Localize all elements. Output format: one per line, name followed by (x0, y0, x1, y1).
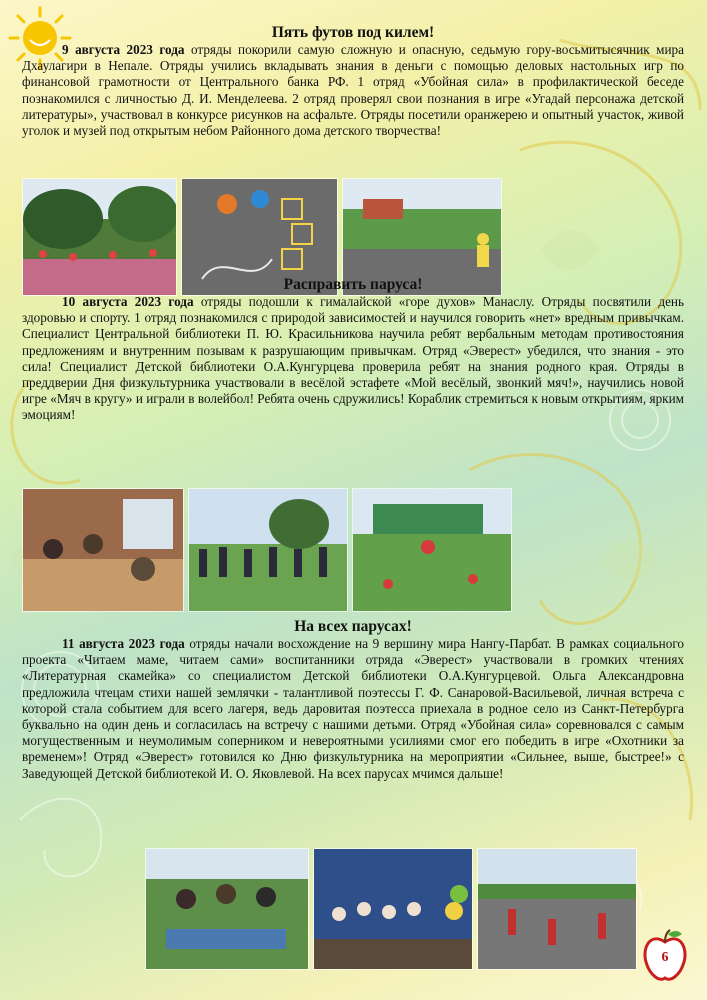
photo-ball-relay (352, 488, 512, 612)
section-date: 9 августа 2023 года (62, 42, 185, 57)
section-text (22, 636, 684, 782)
photo-group-stage (313, 848, 473, 970)
section-date: 10 августа 2023 года (62, 294, 194, 309)
section-2 (22, 276, 684, 424)
section-body: отряды покорили самую сложную и опасную, седьмую гору-восьмитысячник мира Дхаулагири в Непале. Отряды учились вкладывать знания в деньги с помощью деловых настольных игр по финансовой грамотности от Центрального банка РФ. 1 отряд «Убойная сила» в профилактической беседе познакомился с личностью Д. И. Менделеева. 2 отряд проверял свои познания в игре «Угадай персонажа детской литературы», участвовал в конкурсе рисунков на асфальте. Отряды посетили оранжерею и опытный участок, живой уголок и музей под открытым небом Районного дома детского творчества! (22, 42, 684, 139)
photo-row-2 (22, 488, 512, 612)
page-number: 6 (661, 950, 669, 965)
section-title: Пять футов под килем! (271, 24, 435, 41)
section-1 (22, 24, 684, 139)
page-number-badge (640, 924, 690, 984)
section-title: На всех парусах! (294, 618, 412, 635)
section-body: отряды начали восхождение на 9 вершину мира Нангу-Парбат. В рамках социального проекта «Читаем маме, читаем сами» воспитанники отряда «Эверест» участвовали в громких чтениях «Литературная скамейка» со специалистом Детской библиотеки О.А.Кунгурцевой. Ольга Александровна предложила чтецам стихи нашей землячки - талантливой поэтессы Г. Ф. Санаровой-Васильевой, личная встреча с которой стала событием для всего лагеря, ведь даровитая поэтесса приехала в родное село из Санкт-Петербурга буквально на один день и согласилась на встречу с нашими детьми. Отряд «Убойная сила» соревновался с самым могущественным и неумолимым соперником и невероятными усилиями смог его победить в игре «Охотники за временем»! Отряд «Эверест» готовился ко Дню физкультурника на мероприятии «Сильнее, выше, быстрее!» с Заведующей Детской библиотекой И. О. Яковлевой. На всех парусах мчимся дальше! (22, 636, 684, 781)
photo-outdoor-game (188, 488, 348, 612)
photo-reading-bench (145, 848, 309, 970)
section-body: отряды подошли к гималайской «горе духов» Манаслу. Отряды посвятили день здоровью и спорту. 1 отряд познакомился с природой зависимостей и научился говорить «нет» вредным привычкам. Специалист Центральной библиотеки П. Ю. Красильникова научила ребят вербальным методам противостояния предложениям и внутренним позывам к разрушающим привычкам. Отряд «Эверест» убедился, что знания - это сила! Специалист Детской библиотеки О.А.Кунгурцева проверила ребят на знания родного края. Отряды в преддверии Дня физкультурника участвовали в весёлой эстафете «Мой весёлый, звонкий мяч!», научились новой игре «Мяч в кругу» и играли в волейбол! Ребята очень сдружились! Кораблик стремиться к новым открытиям, ярким эмоциям! (22, 294, 684, 423)
photo-hunters-game (477, 848, 637, 970)
section-date: 11 августа 2023 года (62, 636, 185, 651)
section-text (22, 294, 684, 424)
photo-classroom (22, 488, 184, 612)
section-text (22, 42, 684, 139)
section-3 (22, 618, 684, 782)
photo-row-3 (145, 848, 637, 970)
section-title: Расправить паруса! (283, 276, 423, 293)
